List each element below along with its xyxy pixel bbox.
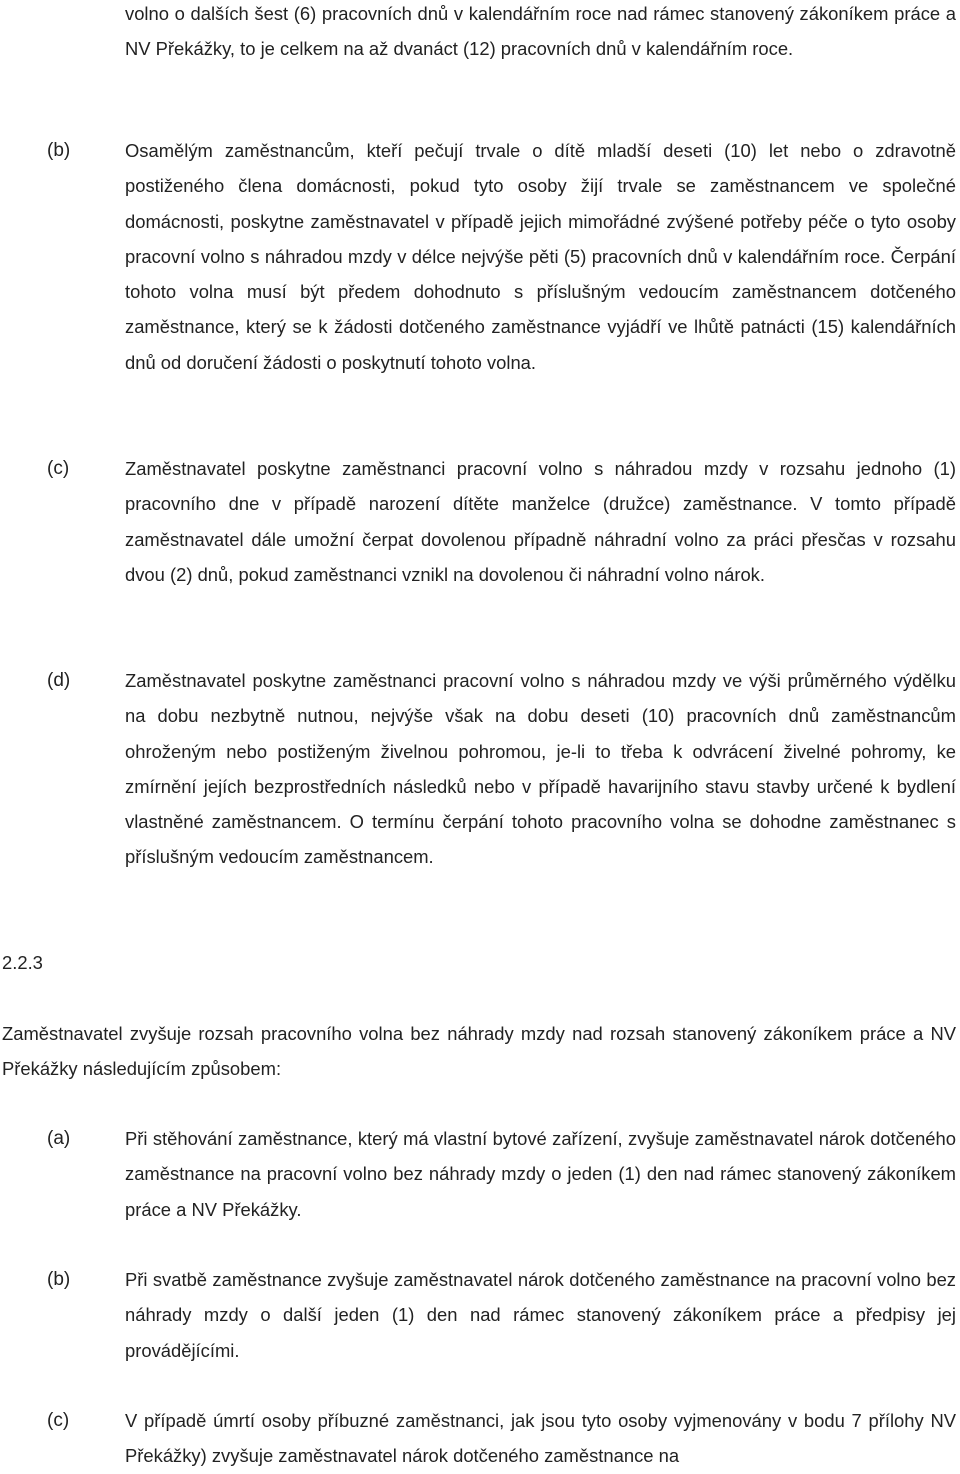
list-label: (b) xyxy=(47,1269,71,1290)
paragraph-text: volno o dalších šest (6) pracovních dnů v kalendářním roce nad rámec stanovený zákoníkem práce a NV Překážky, to je celkem na až dvanáct (12) pracovních dnů v kalendářním roce. xyxy=(125,3,956,60)
paragraph-text: V případě úmrtí osoby příbuzné zaměstnanci, jak jsou tyto osoby vyjmenovány v bodu 7 přílohy NV Překážky) zvyšuje zaměstnavatel nárok dotčeného zaměstnance na xyxy=(125,1410,956,1467)
paragraph-text: Osamělým zaměstnancům, kteří pečují trvale o dítě mladší deseti (10) let nebo o zdravotně postiženého člena domácnosti, pokud tyto osoby žijí trvale se zaměstnancem ve společné domácnosti, poskytne zaměstnavatel v případě jejich mimořádné zvýšené potřeby péče o tyto osoby pracovní volno s náhradou mzdy v délce nejvýše pěti (5) pracovních dnů v kalendářním roce. Čerpání tohoto volna musí být předem dohodnuto s příslušným vedoucím zaměstnancem dotčeného zaměstnance, který se k žádosti dotčeného zaměstnance vyjádří ve lhůtě patnácti (15) kalendářních dnů od doručení žádosti o poskytnutí tohoto volna. xyxy=(125,140,956,373)
list-label: (c) xyxy=(47,458,70,479)
paragraph-text: Při svatbě zaměstnance zvyšuje zaměstnavatel nárok dotčeného zaměstnance na pracovní volno bez náhrady mzdy o další jeden (1) den nad rámec stanovený zákoníkem práce a předpisy jej provádějícími. xyxy=(125,1269,956,1361)
list-label: (c) xyxy=(47,1410,70,1431)
section-number: 2.2.3 xyxy=(2,952,43,973)
paragraph-text: Zaměstnavatel poskytne zaměstnanci pracovní volno s náhradou mzdy v rozsahu jednoho (1) pracovního dne v případě narození dítěte manželce (družce) zaměstnance. V tomto případě zaměstnavatel dále umožní čerpat dovolenou případně náhradní volno za práci přesčas v rozsahu dvou (2) dnů, pokud zaměstnanci vznikl na dovolenou či náhradní volno nárok. xyxy=(125,458,956,585)
list-label: (d) xyxy=(47,670,71,691)
section-intro: Zaměstnavatel zvyšuje rozsah pracovního volna bez náhrady mzdy nad rozsah stanovený zákoníkem práce a NV Překážky následujícím způsobem: xyxy=(2,1023,956,1080)
list-label: (a) xyxy=(47,1128,71,1149)
paragraph-text: Při stěhování zaměstnance, který má vlastní bytové zařízení, zvyšuje zaměstnavatel nárok dotčeného zaměstnance na pracovní volno bez náhrady mzdy o jeden (1) den nad rámec stanovený zákoníkem práce a NV Překážky. xyxy=(125,1128,956,1220)
list-label: (b) xyxy=(47,140,71,161)
paragraph-text: Zaměstnavatel poskytne zaměstnanci pracovní volno s náhradou mzdy ve výši průměrného výdělku na dobu nezbytně nutnou, nejvýše však na dobu deseti (10) pracovních dnů zaměstnancům ohroženým nebo postiženým živelnou pohromou, je-li to třeba k odvrácení živelné pohromy, ke zmírnění jejích bezprostředních následků nebo v případě havarijního stavu stavby určené k bydlení vlastněné zaměstnancem. O termínu čerpání tohoto pracovního volna se dohodne zaměstnanec s příslušným vedoucím zaměstnancem. xyxy=(125,670,956,868)
